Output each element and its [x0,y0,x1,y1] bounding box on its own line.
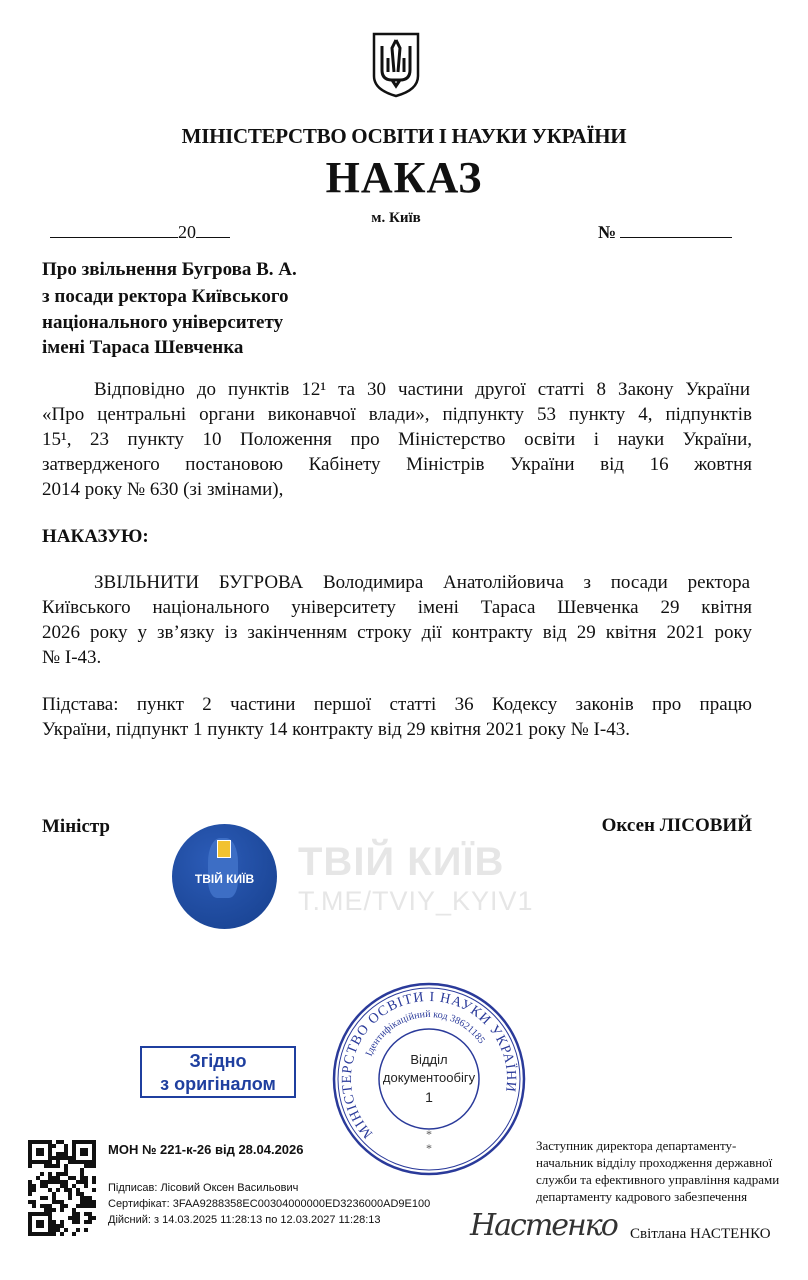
city: м. Київ [371,210,421,226]
preamble-line: затвердженого постановою Кабінету Міністрів України від 16 жовтня [42,454,752,475]
signer-name: Оксен ЛІСОВИЙ [601,815,752,836]
copy-stamp-line: з оригіналом [160,1074,276,1094]
registration-number: МОН № 221-к-26 від 28.04.2026 [108,1142,304,1157]
approver-title [536,1137,779,1205]
order-line: 2026 року у зв’язку із закінченням строку дії контракту від 29 квітня 2021 року [42,622,752,643]
preamble-line: Відповідно до пунктів 12¹ та 30 частини другої статті 8 Закону України [94,379,750,400]
watermark-title: ТВІЙ КИЇВ [298,840,505,884]
logo-text: ТВІЙ КИЇВ [194,872,255,886]
seal-center-line: 1 [425,1089,433,1105]
kyiv-emblem-icon [217,840,231,858]
approver-title-line: департаменту кадрового забезпечення [536,1189,748,1204]
basis-line: України, підпункт 1 пункту 14 контракту від 29 квітня 2021 року № І-43. [42,719,630,740]
subject-line: національного університету [42,312,284,333]
watermark-link: T.ME/TVIY_KYIV1 [298,886,534,916]
preamble-line: 2014 року № 630 (зі змінами), [42,479,284,500]
approver-name: Світлана НАСТЕНКО [630,1226,771,1242]
seal-center-line: документообігу [382,1070,476,1085]
seal-outer-text: МІНІСТЕРСТВО ОСВІТИ І НАУКИ УКРАЇНИ [339,989,519,1141]
seal-star: * [426,1127,432,1141]
copy-stamp-line: Згідно [189,1051,247,1071]
e-signature-info [108,1180,430,1228]
document-type: НАКАЗ [325,153,483,202]
subject-line: Про звільнення Бугрова В. А. [42,259,297,280]
seal-inner-text: Ідентифікаційний код 38621185 [363,1008,487,1058]
handwritten-signature: Настенко [470,1208,617,1243]
e-signature-line: Підписав: Лісовий Оксен Васильович [108,1182,299,1194]
copy-stamp [140,1046,296,1098]
seal-star: * [426,1141,432,1155]
e-signature-line: Дійсний: з 14.03.2025 11:28:13 по 12.03.2027 11:28:13 [108,1214,381,1226]
ministry-title: МІНІСТЕРСТВО ОСВІТИ І НАУКИ УКРАЇНИ [181,124,627,148]
watermark-logo [172,824,277,929]
order-word: НАКАЗУЮ: [42,526,149,547]
signer-position: Міністр [42,816,111,837]
seal-center-line: Відділ [410,1052,448,1067]
subject-line: імені Тараса Шевченка [42,337,244,358]
coat-of-arms-icon [372,32,420,98]
subject-line: з посади ректора Київського [42,286,289,307]
order-line: Київського національного університету імені Тараса Шевченка 29 квітня [42,597,752,618]
order-line: № І-43. [42,647,102,668]
preamble-line: «Про центральні органи виконавчої влади», підпункту 53 пункту 4, підпунктів [42,404,752,425]
approver-title-line: начальник відділу проходження державної [536,1155,773,1170]
approver-title-line: Заступник директора департаменту- [536,1138,737,1153]
e-signature-line: Сертифікат: 3FAA9288358EC00304000000ED3236000AD9E100 [108,1198,431,1210]
official-seal [330,980,528,1178]
basis-line: Підстава: пункт 2 частини першої статті 36 Кодексу законів про працю [42,694,752,715]
number-field: № [598,220,732,243]
date-field: 20 [50,220,230,243]
qr-code [28,1140,96,1236]
order-line: ЗВІЛЬНИТИ БУГРОВА Володимира Анатолійовича з посади ректора [94,572,750,593]
preamble-line: 15¹, 23 пункту 10 Положення про Міністерство освіти і науки України, [42,429,752,450]
approver-title-line: служби та ефективного управління кадрами [536,1172,780,1187]
